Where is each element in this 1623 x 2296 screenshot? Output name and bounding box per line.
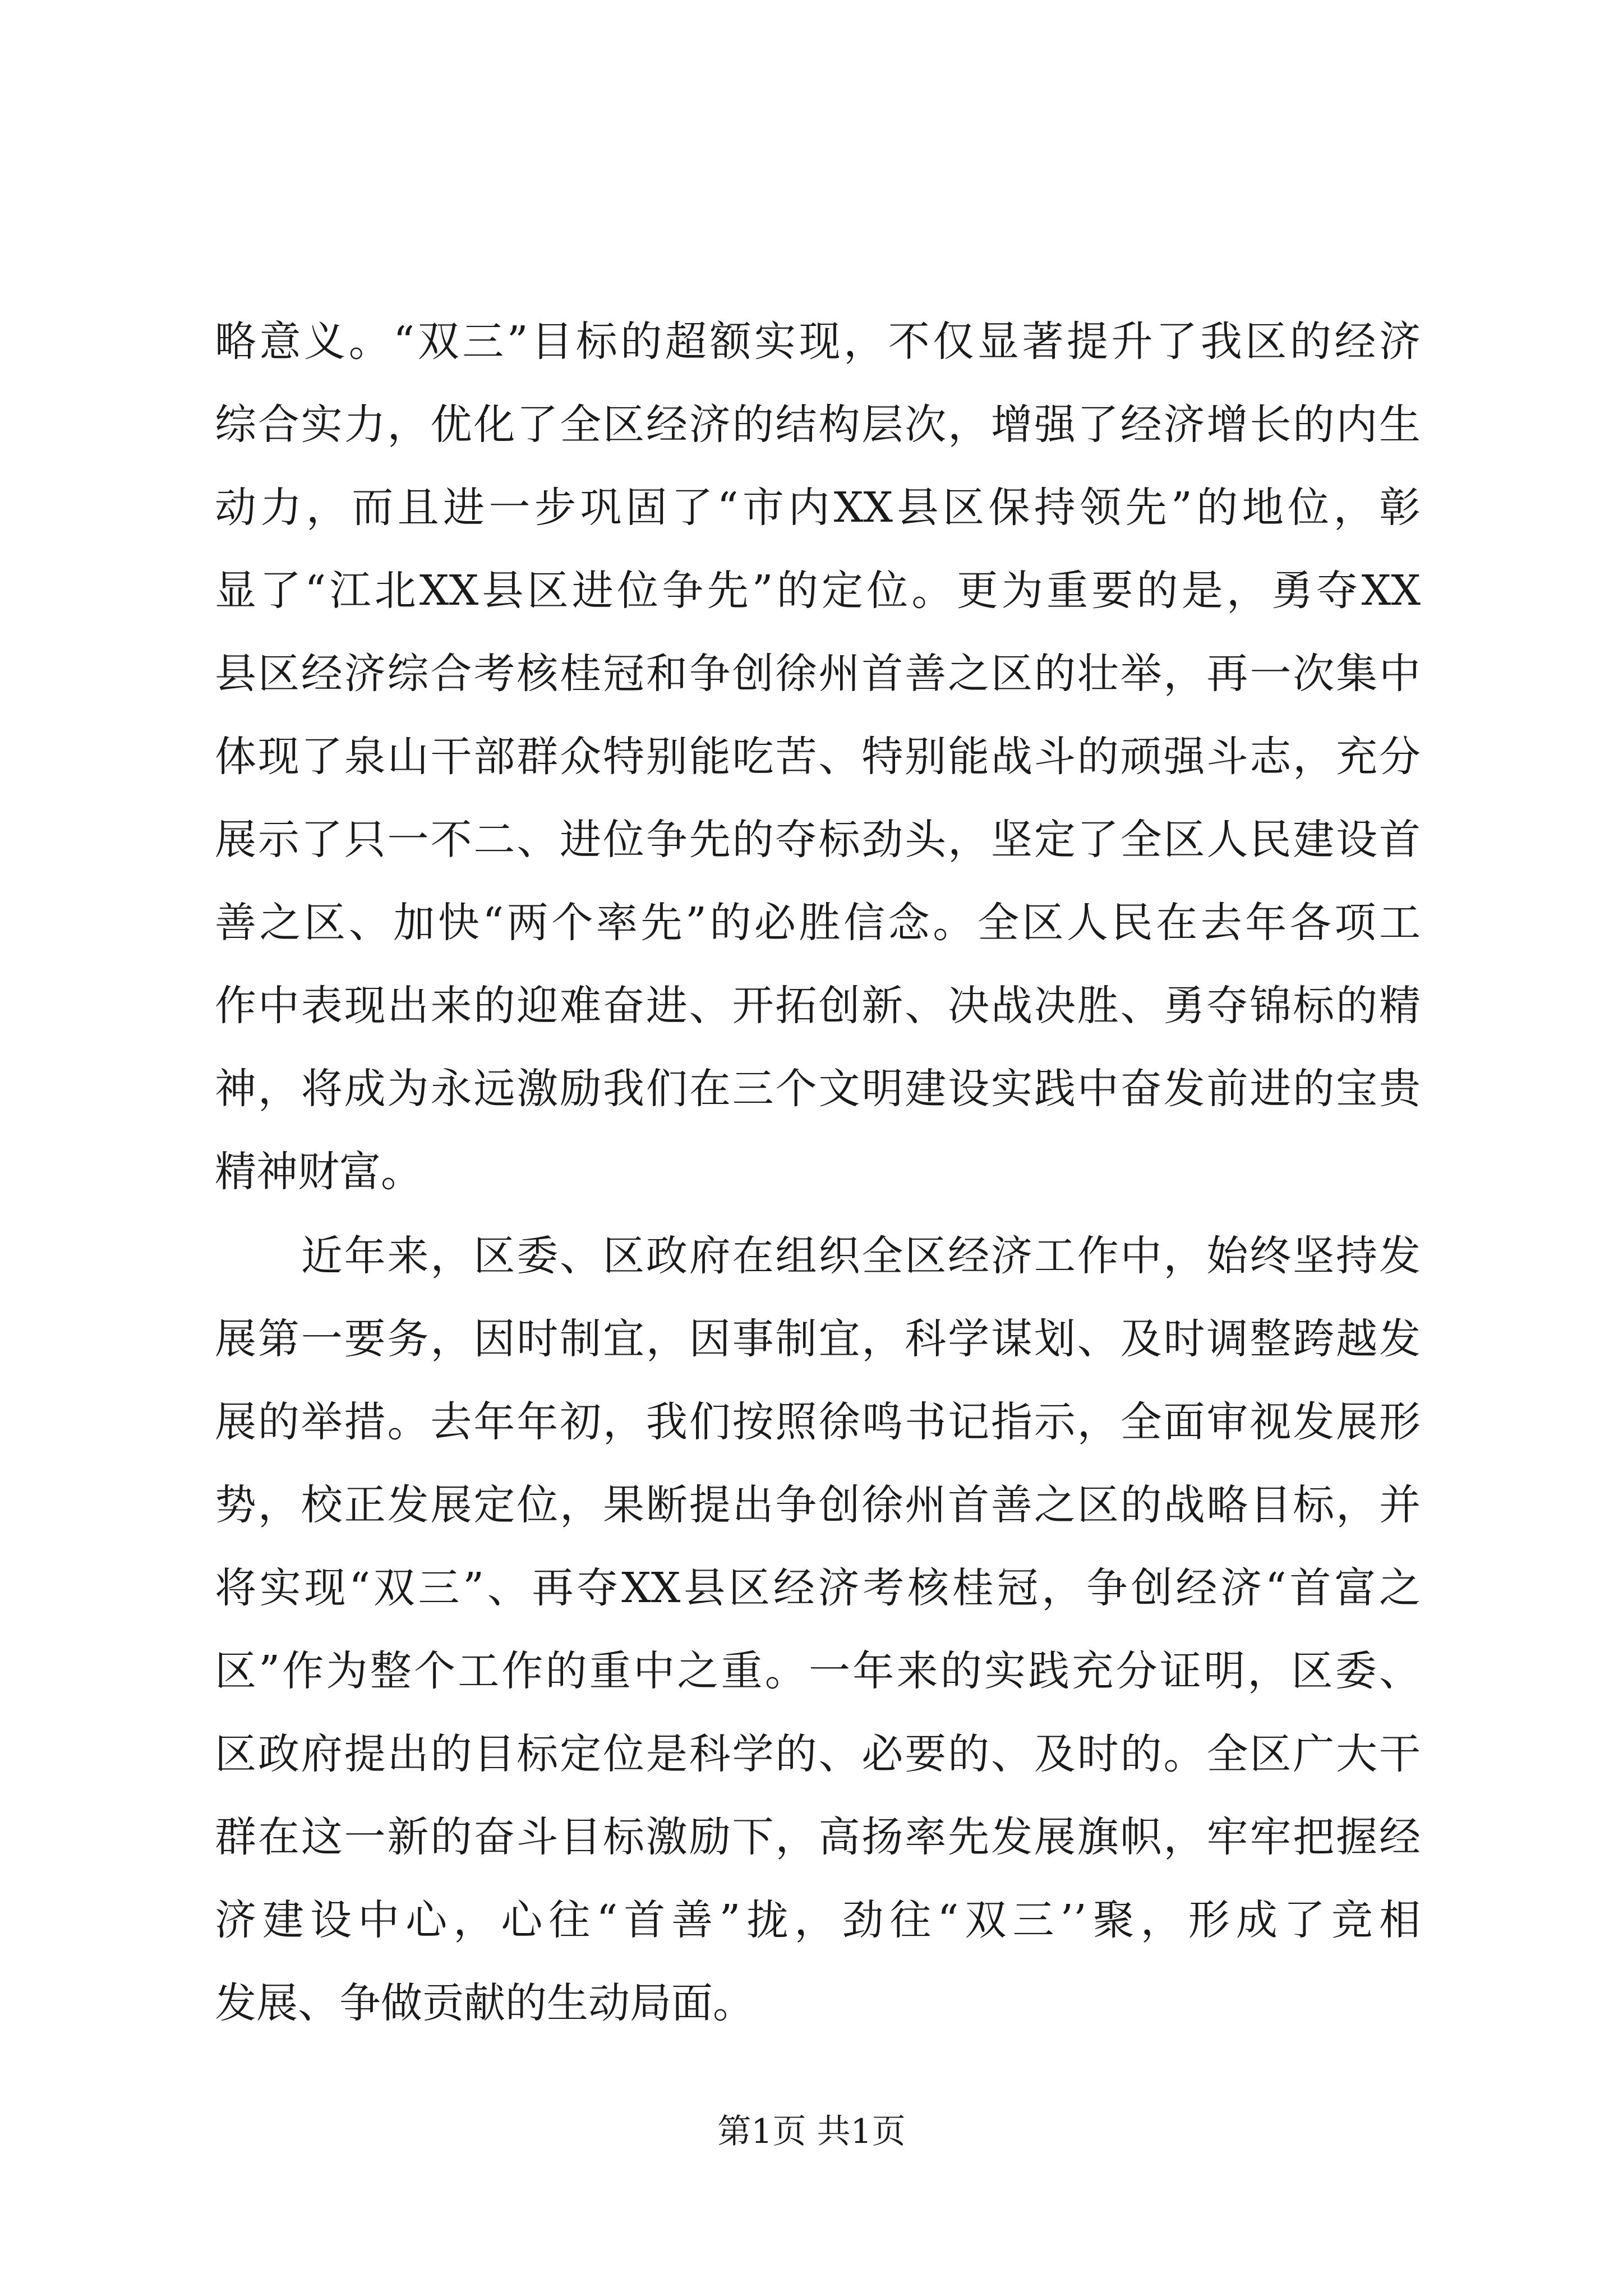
text-line: 区”作为整个工作的重中之重。一年来的实践充分证明，区委、 [215, 1647, 1421, 1695]
text-line: 动力，而且进一步巩固了“市内XX县区保持领先”的地位，彰 [215, 484, 1421, 532]
text-line: 济建设中心，心往“首善”拢，劲往“双三’’聚，形成了竞相 [215, 1896, 1421, 1944]
paragraph-2 [215, 1214, 1421, 2045]
paragraph-1 [215, 300, 1421, 1213]
text-line: 善之区、加快“两个率先”的必胜信念。全区人民在去年各项工 [215, 899, 1421, 947]
text-line: 体现了泉山干部群众特别能吃苦、特别能战斗的顽强斗志，充分 [215, 733, 1421, 781]
text-line: 将实现“双三”、再夺XX县区经济考核桂冠，争创经济“首富之 [215, 1564, 1421, 1612]
text-line: 神，将成为永远激励我们在三个文明建设实践中奋发前进的宝贵 [215, 1065, 1421, 1113]
text-line: 综合实力，优化了全区经济的结构层次，增强了经济增长的内生 [215, 401, 1421, 449]
text-line: 展的举措。去年年初，我们按照徐鸣书记指示，全面审视发展形 [215, 1398, 1421, 1446]
page-number-footer: 第1页 共1页 [717, 2112, 906, 2151]
text-line: 近年来，区委、区政府在组织全区经济工作中，始终坚持发 [215, 1232, 1421, 1280]
text-line: 群在这一新的奋斗目标激励下，高扬率先发展旗帜，牢牢把握经 [215, 1813, 1421, 1861]
text-line: 势，校正发展定位，果断提出争创徐州首善之区的战略目标，并 [215, 1481, 1421, 1529]
text-line: 作中表现出来的迎难奋进、开拓创新、决战决胜、勇夺锦标的精 [215, 982, 1421, 1030]
text-line: 展第一要务，因时制宜，因事制宜，科学谋划、及时调整跨越发 [215, 1315, 1421, 1363]
text-line: 区政府提出的目标定位是科学的、必要的、及时的。全区广大干 [215, 1730, 1421, 1778]
text-line: 县区经济综合考核桂冠和争创徐州首善之区的壮举，再一次集中 [215, 650, 1421, 698]
text-line: 精神财富。 [215, 1148, 422, 1196]
document-body [215, 300, 1421, 2045]
text-line: 显了“江北XX县区进位争先”的定位。更为重要的是，勇夺XX [215, 567, 1421, 615]
text-line: 略意义。“双三”目标的超额实现，不仅显著提升了我区的经济 [215, 318, 1421, 366]
text-line: 展示了只一不二、进位争先的夺标劲头，坚定了全区人民建设首 [215, 816, 1421, 864]
text-line: 发展、争做贡献的生动局面。 [215, 1979, 754, 2027]
